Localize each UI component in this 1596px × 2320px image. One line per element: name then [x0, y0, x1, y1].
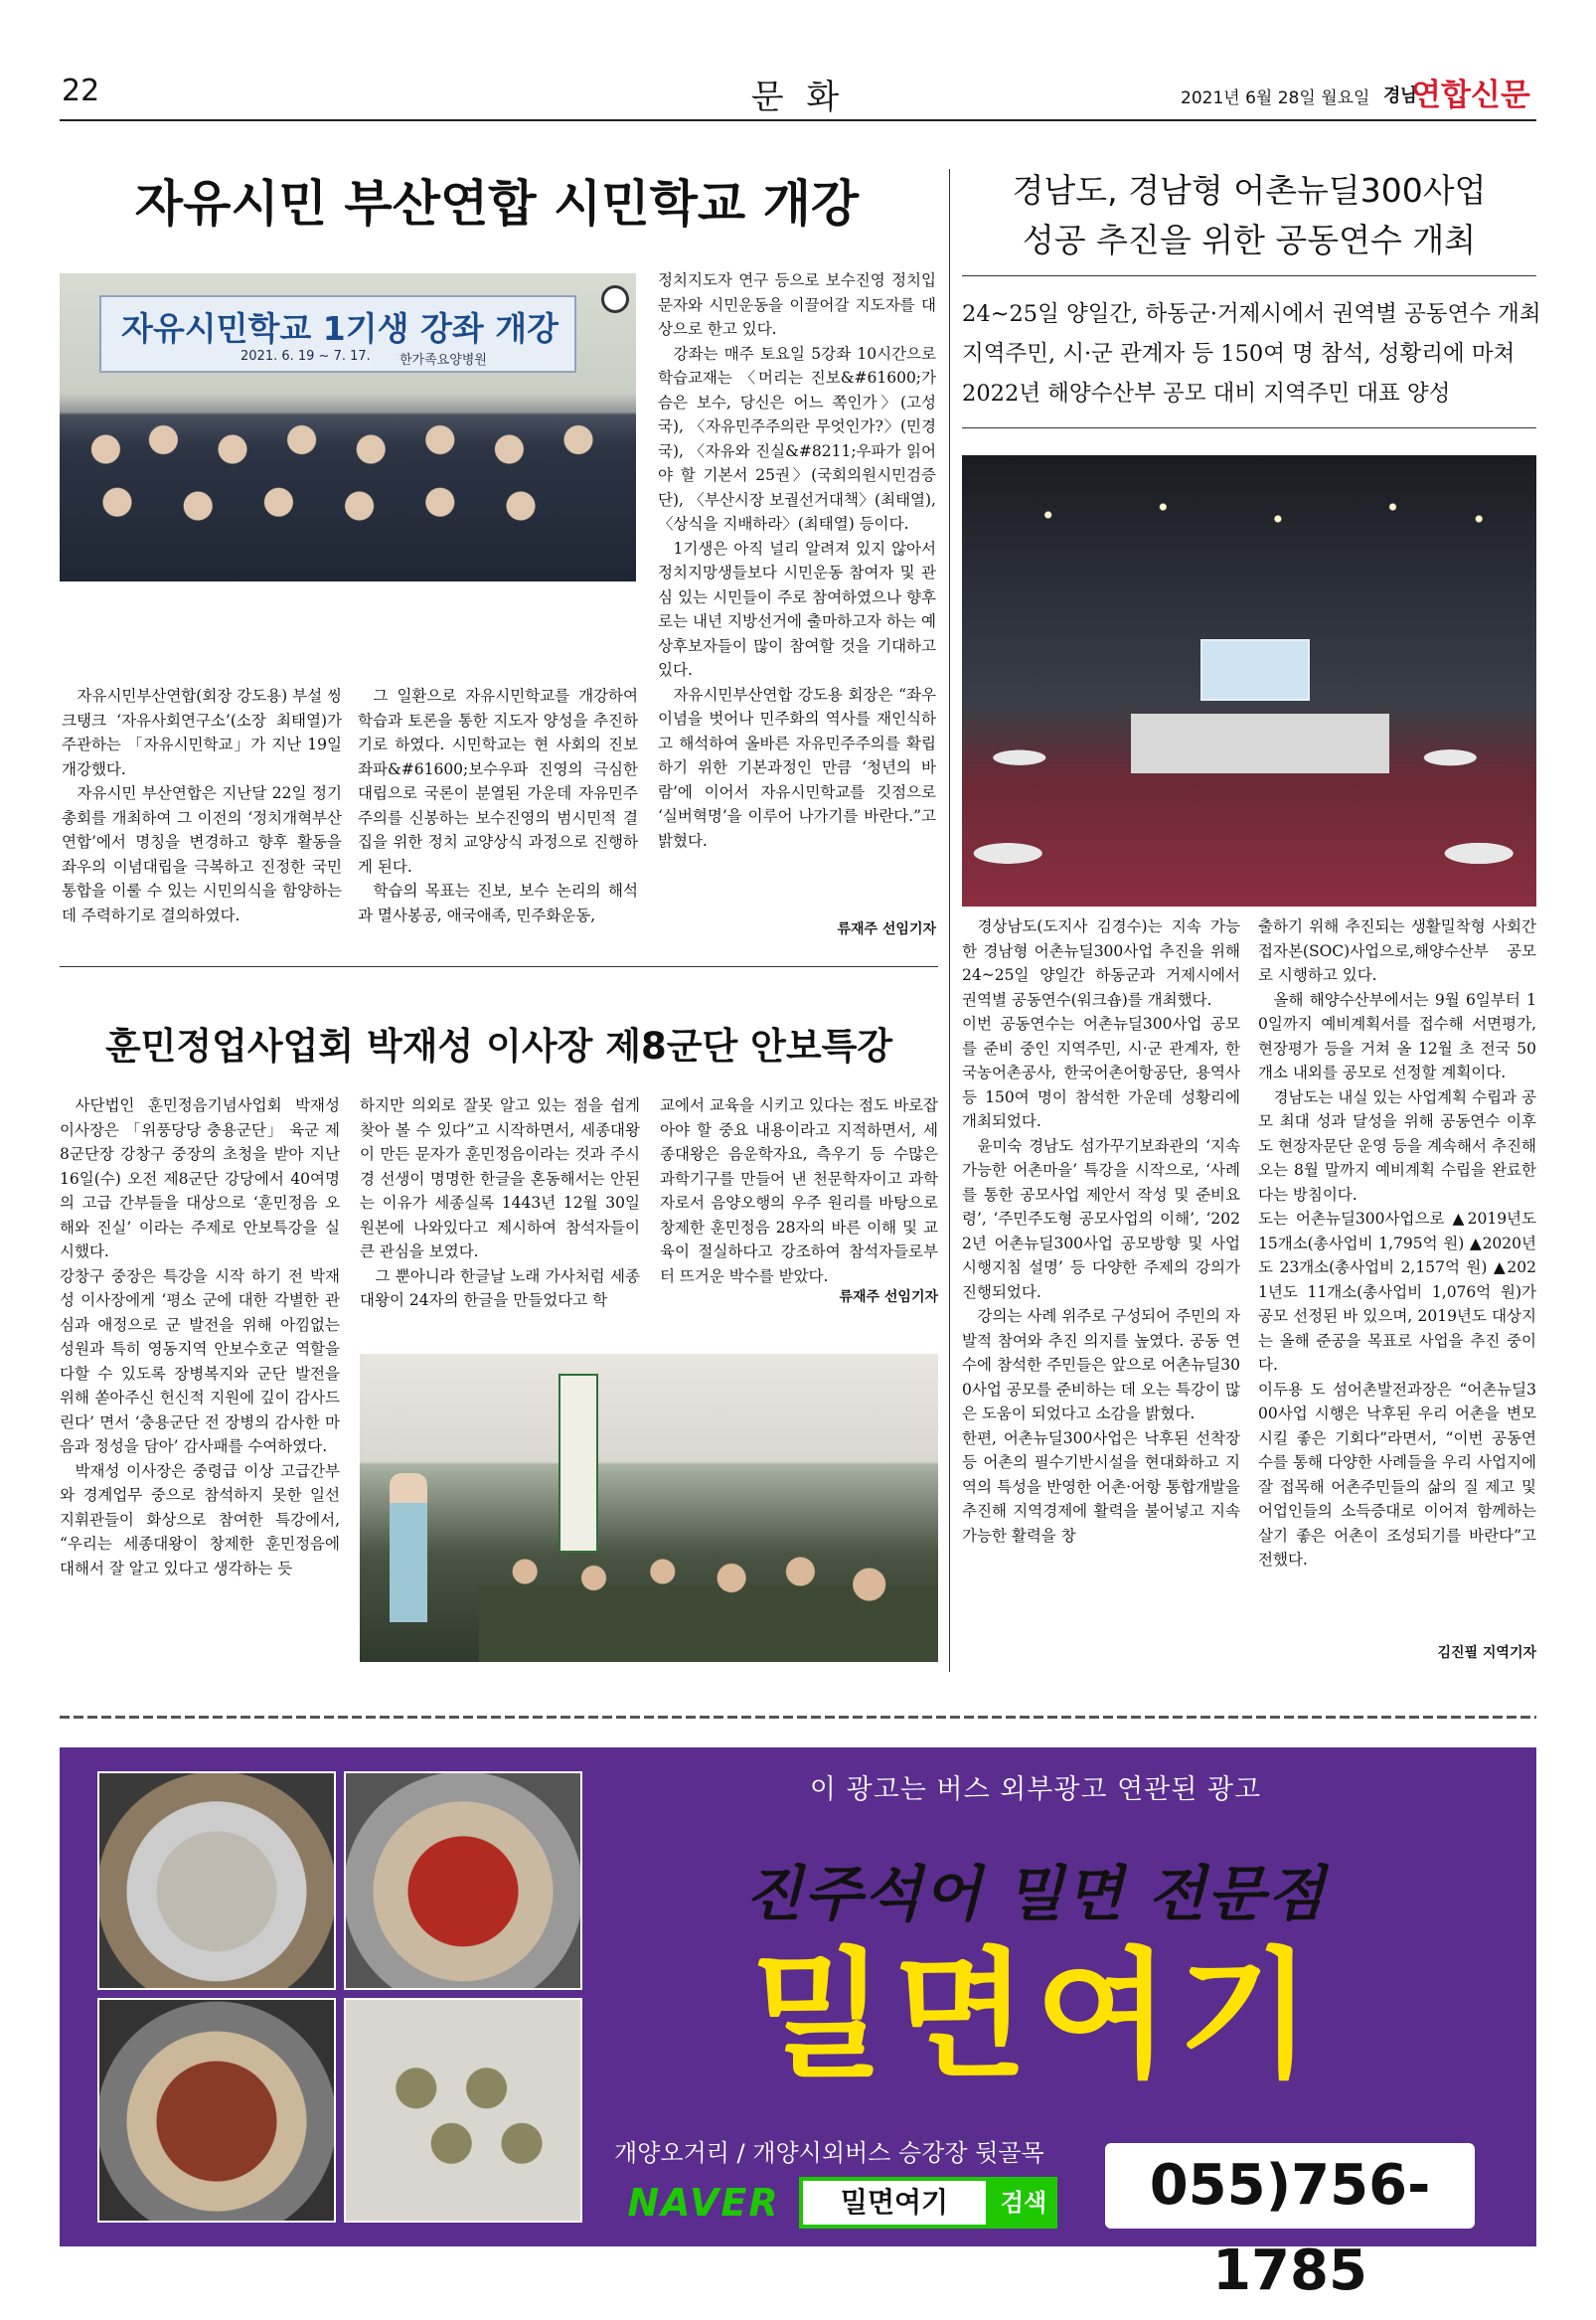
food-photo-3 [97, 1998, 336, 2223]
paragraph: 도는 어촌뉴딜300사업으로 ▲2019년도 15개소(총사업비 1,795억 원) ▲2020년도 23개소(총사업비 2,157억 원) ▲2021년도 11개소(총사업비 1,076억 원)가 공모 선정된 바 있으며, 2019년도 대상지는 올해 준공을 목표로 사업을 추진 중이다. [1258, 1210, 1536, 1374]
article1-col2 [358, 684, 638, 927]
column-divider [949, 169, 950, 1672]
ad-location: 개양오거리 / 개양시외버스 승강장 뒷골목 [614, 2139, 1044, 2167]
page-number: 22 [62, 74, 100, 108]
paragraph: 자유시민 부산연합은 지난달 22일 정기총회를 개최하여 그 이전의 ‘정치개혁부산연합’에서 명칭을 변경하고 향후 활동을 좌우의 이념대립을 극복하고 진정한 국민통합을 이룰 수 있는 시민의식을 함양하는 데 주력하기로 결의하였다. [62, 784, 342, 924]
article3-top-rule [60, 966, 938, 967]
paragraph: 그 뿐아니라 한글날 노래 가사처럼 세종대왕이 24자의 한글을 만들었다고 학 [360, 1266, 640, 1309]
issue-date: 2021년 6월 28일 월요일 [1181, 88, 1370, 108]
article1-col3 [658, 268, 936, 853]
article1-headline: 자유시민 부산연합 시민학교 개강 [134, 175, 860, 233]
banner-vertical [559, 1374, 598, 1553]
soldiers [479, 1533, 938, 1662]
article2-subheads [962, 294, 1541, 414]
ceiling-lights [962, 475, 1536, 555]
subhead: 24~25일 양일간, 하동군·거제시에서 권역별 공동연수 개최 [962, 301, 1541, 327]
paper-region: 경남 [1383, 85, 1418, 106]
paragraph: 강좌는 매주 토요일 5강좌 10시간으로 학습교재는 〈머리는 진보&#61600;가슴은 보수, 당신은 어느 쪽인가〉(고성국), 〈자유민주주의란 무엇인가?〉(민경국), 〈자유와 진실&#8211;우파가 읽어야 할 기본서 25권〉(국회의원시민검증단), 〈부산시장 보궐선거대책〉(최태열), 〈상식을 지배하라〉(최태열) 등이다. [658, 344, 936, 533]
ad-title: 밀면여기 [750, 1935, 1321, 2097]
speaker [390, 1473, 427, 1622]
subhead: 지역주민, 시·군 관계자 등 150여 명 참석, 성황리에 마쳐 [962, 341, 1516, 367]
ad-separator [60, 1716, 1536, 1719]
paragraph: 윤미숙 경남도 섬가꾸기보좌관의 ‘지속 가능한 어촌마을’ 특강을 시작으로, ‘사례를 통한 공모사업 제안서 작성 및 준비요령’, ‘주민주도형 공모사업의 이해’, ‘2022년 어촌뉴딜300사업 공모방향 및 사업 시행지침 설명’ 등 다양한 주제의 강의가 진행되었다. [962, 1136, 1240, 1301]
section-title: 문 화 [750, 78, 846, 117]
projection-screen [1200, 639, 1310, 701]
food-photo-2 [344, 1771, 582, 1990]
banner-title: 자유시민학교 1기생 강좌 개강 [121, 309, 559, 348]
banner-venue: 한가족요양병원 [399, 353, 487, 368]
phone-box [1105, 2143, 1475, 2303]
paragraph: 올해 해양수산부에서는 9월 6일부터 10일까지 예비계획서를 접수해 서면평가, 현장평가 등을 거쳐 올 12월 초 전국 50개소 내외를 공모로 선정할 계획이다. [1258, 990, 1536, 1081]
article3-byline: 류재주 선임기자 [839, 1289, 938, 1305]
article2-photo [962, 455, 1536, 907]
paragraph: 그 일환으로 자유시민학교를 개강하여 학습과 토론을 통한 지도자 양성을 추진하기로 하였다. 시민학교는 현 사회의 진보좌파&#61600;보수우파 진영의 극심한 대립으로 국론이 분열된 가운데 자유민주주의를 신봉하는 보수진영의 범시민적 결집을 위한 정치 교양상식 과정으로 진행하게 된다. [358, 687, 638, 876]
attendee-tables [962, 694, 1536, 907]
article3-photo [360, 1354, 938, 1662]
paragraph: 교에서 교육을 시키고 있다는 점도 바로잡아야 할 중요 내용이라고 지적하면서, 세종대왕은 음운학자요, 측우기 등 수많은 과학기구를 만들어 낸 천문학자이고 과학자로서 음양오행의 우주 원리를 바탕으로 창제한 훈민정음 28자의 바른 이해 및 교육이 절실하다고 강조하여 참석자들로부터 뜨거운 박수를 받았다. [660, 1096, 938, 1285]
paragraph: 정치지도자 연구 등으로 보수진영 정치입문자와 시민운동을 이끌어갈 지도자를 대상으로 한고 있다. [658, 271, 936, 338]
phone-number: 055)756-1785 [1149, 2153, 1431, 2303]
paragraph: 이번 공동연수는 어촌뉴딜300사업 공모를 준비 중인 지역주민, 시·군 관계자, 한국농어촌공사, 한국어촌어항공단, 용역사 등 150여 명이 참석한 가운데 성황리에 개최되었다. [962, 1015, 1240, 1130]
paragraph: 출하기 위해 추진되는 생활밀착형 사회간접자본(SOC)사업으로,해양수산부 공모로 시행하고 있다. [1258, 917, 1536, 984]
article1-photo [60, 273, 636, 581]
article3-col2 [360, 1093, 640, 1313]
article1-byline: 류재주 선임기자 [837, 921, 936, 937]
article2-headline-line1: 경남도, 경남형 어촌뉴딜300사업 [1012, 171, 1487, 210]
paragraph: 경상남도(도지사 김경수)는 지속 가능한 경남형 어촌뉴딜300사업 추진을 위해 24~25일 양일간 하동군과 거제시에서 권역별 공동연수(워크숍)를 개최했다. [962, 917, 1240, 1009]
clock-icon [601, 285, 629, 313]
article2-headline-line2: 성공 추진을 위한 공동연수 개최 [1022, 221, 1477, 259]
group-people [60, 393, 636, 581]
article3-col1 [60, 1093, 340, 1580]
article2-col1 [962, 914, 1240, 1548]
paragraph: 1기생은 아직 널리 알려져 있지 않아서 정치지망생들보다 시민운동 참여자 및 관심 있는 시민들이 주로 참여하였으나 향후로는 내년 지방선거에 출마하고자 하는 예상후보자들이 많이 참여할 것을 기대하고 있다. [658, 539, 936, 679]
subhead-rule-bottom [962, 427, 1536, 428]
subhead-rule [962, 275, 1536, 276]
paragraph: 박재성 이사장은 중령급 이상 고급간부와 경계업무 중으로 참석하지 못한 일선 지휘관들이 화상으로 참여한 특강에서, “우리는 세종대왕이 창제한 훈민정음에 대해서 잘 알고 있다고 생각하는 듯 [60, 1461, 340, 1577]
article2-col2 [1258, 914, 1536, 1573]
paragraph: 강의는 사례 위주로 구성되어 주민의 자발적 참여와 추진 의지를 높였다. 공동 연수에 참석한 주민들은 앞으로 어촌뉴딜300사업 공모를 준비하는 데 오는 특강이 많은 도움이 되었다고 소감을 밝혔다. [962, 1307, 1240, 1422]
ad-panel [60, 1747, 1536, 2303]
paragraph: 강창구 중장은 특강을 시작 하기 전 박재성 이사장에게 ‘평소 군에 대한 각별한 관심과 애정으로 군 발전을 위해 아낌없는 성원과 특히 영동지역 안보수호군 역할을 다할 수 있도록 장병복지와 군단 발전을 위해 쏟아주신 헌신적 지원에 깊이 감사드린다’ 면서 ‘충용군단 전 장병의 감사한 마음과 정성을 담아’ 감사패를 수여하였다. [60, 1266, 340, 1455]
article3-headline: 훈민정업사업회 박재성 이사장 제8군단 안보특강 [104, 1025, 893, 1068]
ad-subtitle: 진주석어 밀면 전문점 [744, 1860, 1327, 1929]
banner-date: 2021. 6. 19 ~ 7. 17. [240, 349, 371, 364]
paper-logo: 연합신문 [1411, 78, 1530, 113]
naver-logo: NAVER [627, 2181, 780, 2225]
banner [99, 295, 576, 373]
search-button[interactable]: 검색 [990, 2177, 1057, 2229]
article3-col3 [660, 1093, 938, 1288]
ad-top-text: 이 광고는 버스 외부광고 연관된 광고 [809, 1774, 1262, 1805]
paragraph: 학습의 목표는 진보, 보수 논리의 해석과 멸사봉공, 애국애족, 민주화운동, [358, 882, 638, 924]
search-term: 밀면여기 [840, 2186, 949, 2219]
search-box[interactable] [799, 2177, 990, 2229]
paragraph: 한편, 어촌뉴딜300사업은 낙후된 선착장 등 어촌의 필수기반시설을 현대화하고 지역의 특성을 반영한 어촌·어항 통합개발을 추진해 지역경제에 활력을 불어넣고 지속가능한 활력을 창 [962, 1428, 1240, 1545]
paragraph: 자유시민부산연합(회장 강도용) 부설 씽크탱크 ‘자유사회연구소’(소장 최태열)가 주관하는 「자유시민학교」가 지난 19일 개강했다. [62, 687, 342, 778]
paragraph: 하지만 의외로 잘못 알고 있는 점을 쉽게 찾아 볼 수 있다”고 시작하면서, 세종대왕이 만든 문자가 훈민정음이라는 것과 주시경 선생이 명명한 한글을 혼동해서는 안된는 이유가 세종실록 1443년 12월 30일 원본에 나와있다고 제시하여 참석자들이 큰 관심을 보였다. [360, 1096, 640, 1260]
subhead: 2022년 해양수산부 공모 대비 지역주민 대표 양성 [962, 381, 1451, 407]
paragraph: 이두용 도 섬어촌발전과장은 “어촌뉴딜300사업 시행은 낙후된 우리 어촌을 변모시킬 좋은 기회다”라면서, “이번 공동연수를 통해 다양한 사례들을 우리 사업지에 잘 접목해 어촌주민들의 삶의 질 제고 및 어업인들의 소득증대로 이어져 함께하는 살기 좋은 어촌이 조성되기를 바란다”고 전했다. [1258, 1380, 1536, 1569]
article2-byline: 김진필 지역기자 [1437, 1645, 1536, 1661]
paragraph: 자유시민부산연합 강도용 회장은 “좌우 이념을 벗어나 민주화의 역사를 재인식하고 해석하여 올바른 자유민주주의를 확립하기 위한 기본과정인 만큼 ‘청년의 바람’에 이어서 자유시민학교를 깃점으로 ‘실버혁명’을 이루어 나가기를 바란다.”고 밝혔다. [658, 685, 936, 850]
header-rule [60, 119, 1536, 121]
food-photo-4 [344, 1998, 582, 2223]
food-photo-1 [97, 1771, 336, 1990]
paragraph: 경남도는 내실 있는 사업계획 수립과 공모 최대 성과 달성을 위해 공동연수 이후 도 현장자문단 운영 등을 계속해서 추진해 오는 8월 말까지 예비계획 수립을 완료한다는 방침이다. [1258, 1087, 1536, 1204]
article1-col1 [62, 684, 342, 927]
paragraph: 사단법인 훈민정음기념사업회 박재성 이사장은 「위풍당당 충용군단」 육군 제8군단장 강창구 중장의 초청을 받아 지난 16일(수) 오전 제8군단 강당에서 40여명의 고급 간부들을 대상으로 ‘훈민정음 오해와 진실’ 이라는 주제로 안보특강을 실시했다. [60, 1096, 340, 1260]
